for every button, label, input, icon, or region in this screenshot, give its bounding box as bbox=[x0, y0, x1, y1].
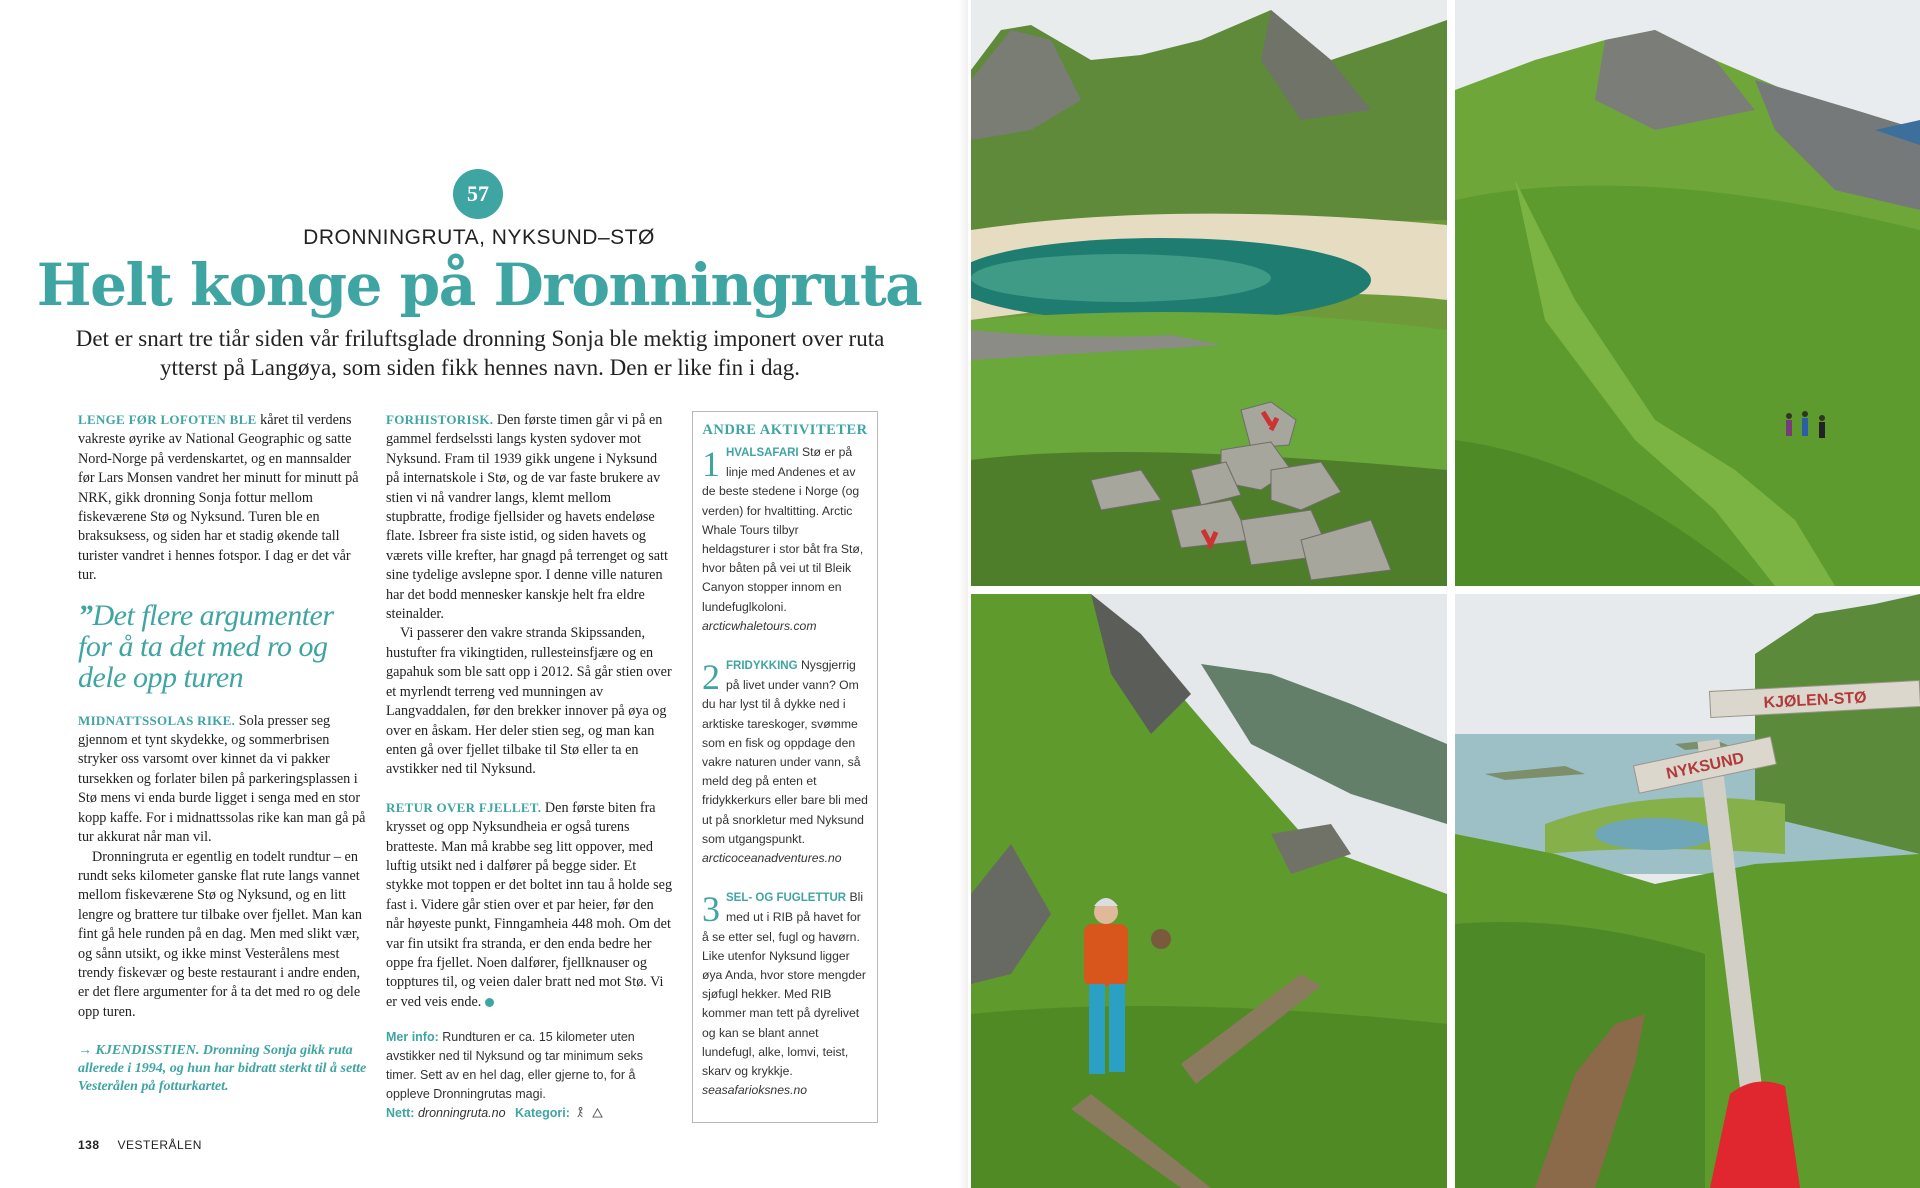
run-in-heading: LENGE FØR LOFOTEN BLE bbox=[78, 412, 257, 427]
text-column-1 bbox=[78, 410, 368, 1096]
paragraph bbox=[386, 798, 674, 1012]
run-in-heading: MIDNATTSSOLAS RIKE. bbox=[78, 712, 236, 728]
page-gutter bbox=[958, 0, 968, 1188]
run-in-heading: RETUR OVER FJELLET. bbox=[386, 799, 542, 815]
category-label: Kategori: bbox=[515, 1106, 570, 1121]
activity-link[interactable]: arcticwhaletours.com bbox=[702, 618, 817, 633]
activity-heading: HVALSAFARI bbox=[726, 447, 799, 459]
net-link[interactable]: dronningruta.no bbox=[417, 1106, 506, 1121]
paragraph bbox=[78, 410, 368, 586]
paragraph-text: kåret til verdens vakreste øyrike av National Geographic og satte Nord-Norge på verdenskartet, og en mannsalder før Lars Monsen vandret her minutt for minutt på NRK, gikk dronning Sonja fottur mellom fiskeværene Stø og Nyksund. Turen ble en braksuksess, og siden har et stadig økende tall turister vandret i hennes fotspor. I dag er det vår tur. bbox=[78, 412, 359, 584]
section-name: VESTERÅLEN bbox=[117, 1138, 202, 1152]
pull-quote bbox=[78, 600, 368, 693]
hiker-category-icon bbox=[575, 1107, 586, 1118]
photo-ridge-hikers bbox=[1455, 0, 1920, 586]
quote-mark-icon: ” bbox=[78, 598, 93, 632]
activity-number: 1 bbox=[702, 444, 720, 484]
paragraph: Dronningruta er egentlig en todelt rundtur – en rundt seks kilometer ganske flat rute langs vannet mellom fiskeværene Stø og Nyksund, og en litt lengre og brattere tur tilbake over fjellet. Man kan fint gå hele runden på en dag. Men med slikt vær, og sånn utsikt, og ikke minst Vesterålens mest trendy fiskevær og beste restaurant i andre enden, er det flere argumenter for å ta det med ro og dele opp turen. bbox=[78, 848, 363, 1020]
sign-label-nyksund: NYKSUND bbox=[1664, 749, 1746, 783]
paragraph: Vi passerer den vakre stranda Skipssanden, hustufter fra vikingtiden, rullesteinsfjære og en gapahuk som ble satt opp i 2012. Så går stien over et myrlendt terreng ved munningen av Langvaddalen, før den brekker innover på øya og over en åskam. Her deler stien seg, og man kan enten gå over fjellet tilbake til Stø eller ta en avstikker ned til Nyksund. bbox=[386, 625, 672, 778]
activity-link[interactable]: seasafarioksnes.no bbox=[702, 1083, 808, 1098]
activity-text: Nysgjerrig på livet under vann? Om du har lyst til å dykke ned i arktiske tareskoger, svømme som en fisk og oppdage den vakre naturen under vann, så meld deg på enten et fridykkerkurs eller bare bli med ut på snorkletur med Nyksund som utgangspunkt. bbox=[702, 658, 868, 846]
end-mark-icon bbox=[485, 998, 494, 1007]
activity-item bbox=[702, 443, 868, 636]
page-number: 138 bbox=[78, 1138, 100, 1152]
paragraph-text: Den første timen går vi på en gammel ferdselssti langs kysten sydover mot Nyksund. Fram til 1939 gikk ungene i Nyksund på internatskole i Stø, og de var faste brukere av stien vi nå vandrer langs, klemt mellom stupbratte, frodige fjellsider og havets endeløse flate. Isbreer fra siste istid, og siden havets og værets ville krefter, har gnagd på terrenget og satt sine tydelige avslepne spor. I denne ville naturen har det bodd mennesker kanskje helt fra eldre steinalder. bbox=[386, 412, 668, 623]
photo-bay-cairn bbox=[971, 0, 1447, 586]
photo-signpost bbox=[1455, 594, 1920, 1188]
info-text: Rundturen er ca. 15 kilometer uten avstikker ned til Nyksund og tar minimum seks timer. Sett av en hel dag, eller gjerne to, for å oppleve Dronningrutas magi. bbox=[386, 1030, 644, 1102]
paragraph-text: Den første biten fra krysset og opp Nyksundheia er også turens bratteste. Man må krabbe seg litt oppover, med luftig utsikt ned i dalfører på begge sider. Et stykke mot toppen er det boltet inn tau å holde seg fast i. Videre går stien over et par heier, før den når høyeste punkt, Finngamheia 448 moh. Om det var fin utsikt fra stranda, er den enda bedre her oppe fra fjellet. Noen dalfører, fjellknauser og topptures til, og veien daler bratt ned mot Stø. Vi er ved veis ende. bbox=[386, 799, 673, 1010]
activity-link[interactable]: arcticoceanadventures.no bbox=[702, 851, 842, 866]
sidebar-title: ANDRE AKTIVITETER bbox=[702, 422, 868, 438]
text-column-2 bbox=[386, 410, 674, 1123]
net-label: Nett: bbox=[386, 1106, 415, 1121]
page-footer bbox=[78, 1138, 202, 1152]
info-box bbox=[386, 1028, 674, 1123]
activity-heading: FRIDYKKING bbox=[726, 660, 798, 673]
article-lead: Det er snart tre tiår siden vår friluftsglade dronning Sonja ble mektig imponert over ruta ytterst på Langøya, som siden fikk hennes navn. Den er like fin i dag. bbox=[75, 326, 885, 380]
info-label: Mer info: bbox=[386, 1030, 439, 1045]
activities-sidebar bbox=[692, 411, 878, 1123]
activity-text: Bli med ut i RIB på havet for å se etter sel, fugl og havørn. Like utenfor Nyksund ligger øya Anda, hvor store mengder sjøfugl hekker. Med RIB kommer man tett på dyrelivet og kan se blant annet lundefugl, alke, lomvi, teist, skarv og krykkje. bbox=[702, 890, 866, 1079]
photo-hiker-boardwalk bbox=[971, 594, 1447, 1188]
article-number-badge: 57 bbox=[453, 169, 503, 219]
activity-number: 2 bbox=[702, 657, 720, 698]
activity-heading: SEL- OG FUGLETTUR bbox=[726, 892, 847, 905]
paragraph-text: Sola presser seg gjennom et tynt skydekke, og sommerbrisen stryker oss varsomt over kinnet da vi pakker tursekken og forlater bilen på parkeringsplassen i Stø mens vi enda burde ligget i senga med en stor kopp kaffe. For i midnattssolas rike kan man gå på tur akkurat når man vil. bbox=[78, 712, 366, 846]
activity-item bbox=[702, 888, 868, 1100]
photo-caption: → KJENDISSTIEN. Dronning Sonja gikk ruta allerede i 1994, og hun har bidratt sterkt til å sette Vesterålen på fotturkartet. bbox=[78, 1043, 367, 1095]
article-headline: Helt konge på Dronningruta bbox=[36, 251, 922, 319]
activity-text: Stø er på linje med Andenes et av de beste stedene i Norge (og verden) for hvaltitting. Arctic Whale Tours tilbyr heldagsturer i stor båt fra Stø, hvor båten på vei ut til Bleik Canyon stopper innom en lundefuglkoloni. bbox=[702, 445, 864, 614]
article-kicker: DRONNINGRUTA, NYKSUND–STØ bbox=[303, 226, 655, 249]
activity-item bbox=[702, 656, 868, 868]
paragraph bbox=[386, 410, 674, 624]
run-in-heading: FORHISTORISK. bbox=[386, 412, 494, 427]
mountain-category-icon bbox=[592, 1107, 603, 1118]
sign-label-kjolen: KJØLEN-STØ bbox=[1763, 689, 1868, 712]
activity-number: 3 bbox=[702, 889, 720, 930]
paragraph bbox=[78, 711, 368, 848]
pull-quote-text: Det flere argumenter for å ta det med ro og dele opp turen bbox=[78, 598, 334, 694]
